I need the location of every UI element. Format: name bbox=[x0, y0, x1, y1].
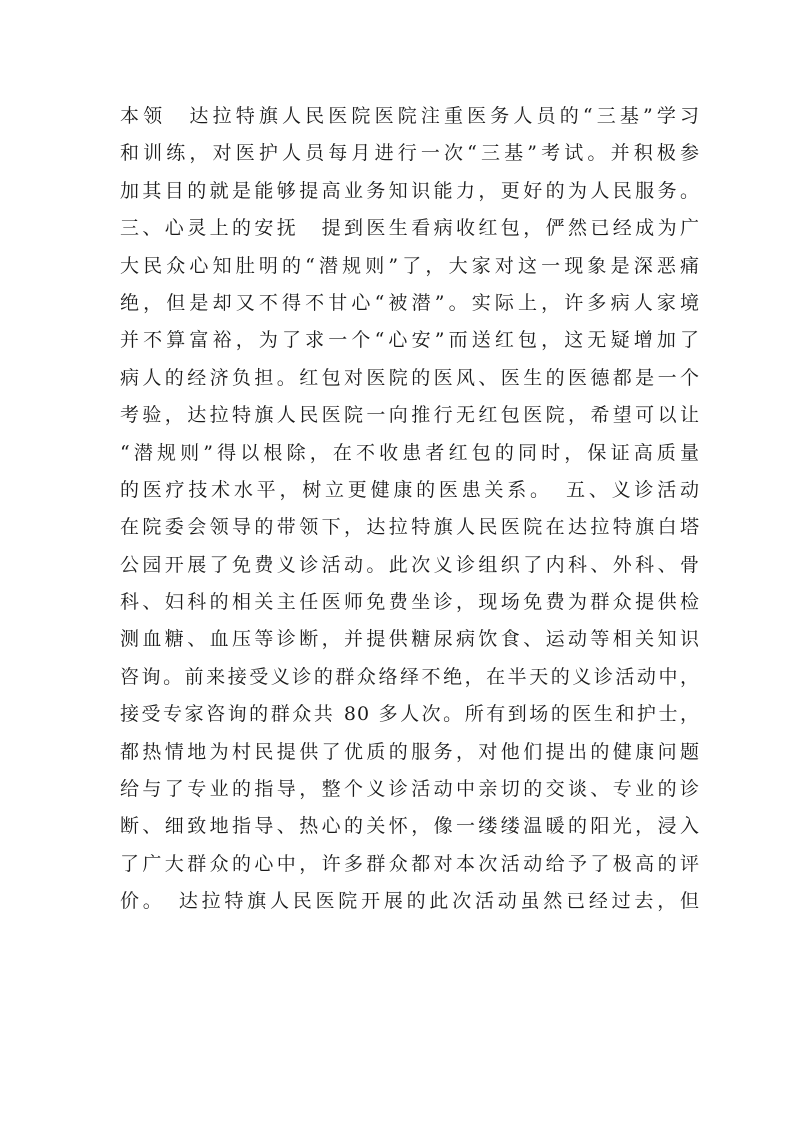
text-line: “潜规则”得以根除，在不收患者红包的同时，保证高质量 bbox=[120, 441, 700, 464]
text-line: 科、妇科的相关主任医师免费坐诊，现场免费为群众提供检 bbox=[120, 591, 700, 614]
text-line: 绝，但是却又不得不甘心“被潜”。实际上，许多病人家境 bbox=[120, 291, 700, 314]
text-line: 断、细致地指导、热心的关怀，像一缕缕温暖的阳光，浸入 bbox=[120, 815, 700, 838]
text-line: 和训练，对医护人员每月进行一次“三基”考试。并积极参 bbox=[120, 142, 700, 165]
text-line: 了广大群众的心中，许多群众都对本次活动给予了极高的评 bbox=[120, 852, 700, 875]
text-line: 本领 达拉特旗人民医院医院注重医务人员的“三基”学习 bbox=[120, 105, 700, 127]
text-line: 给与了专业的指导，整个义诊活动中亲切的交谈、专业的诊 bbox=[120, 778, 700, 801]
text-line: 并不算富裕，为了求一个“心安”而送红包，这无疑增加了 bbox=[120, 329, 700, 352]
text-line: 三、心灵上的安抚 提到医生看病收红包，俨然已经成为广 bbox=[120, 217, 700, 240]
text-line: 测血糖、血压等诊断，并提供糖尿病饮食、运动等相关知识 bbox=[120, 628, 700, 651]
text-line: 大民众心知肚明的“潜规则”了，大家对这一现象是深恶痛 bbox=[120, 254, 700, 277]
text-line: 在院委会领导的带领下，达拉特旗人民医院在达拉特旗白塔 bbox=[120, 516, 700, 539]
text-line: 咨询。前来接受义诊的群众络绎不绝，在半天的义诊活动中， bbox=[120, 665, 700, 688]
text-line: 价。 达拉特旗人民医院开展的此次活动虽然已经过去，但 bbox=[120, 890, 700, 913]
text-line: 都热情地为村民提供了优质的服务，对他们提出的健康问题 bbox=[120, 740, 700, 763]
body-text bbox=[120, 98, 700, 921]
text-line: 病人的经济负担。红包对医院的医风、医生的医德都是一个 bbox=[120, 366, 700, 389]
text-line: 考验，达拉特旗人民医院一向推行无红包医院，希望可以让 bbox=[120, 404, 700, 427]
text-line: 公园开展了免费义诊活动。此次义诊组织了内科、外科、骨 bbox=[120, 553, 700, 576]
text-line: 加其目的就是能够提高业务知识能力，更好的为人民服务。 bbox=[120, 179, 700, 202]
text-line: 的医疗技术水平，树立更健康的医患关系。 五、义诊活动 bbox=[120, 478, 700, 501]
text-line: 接受专家咨询的群众共 80 多人次。所有到场的医生和护士， bbox=[120, 703, 700, 726]
